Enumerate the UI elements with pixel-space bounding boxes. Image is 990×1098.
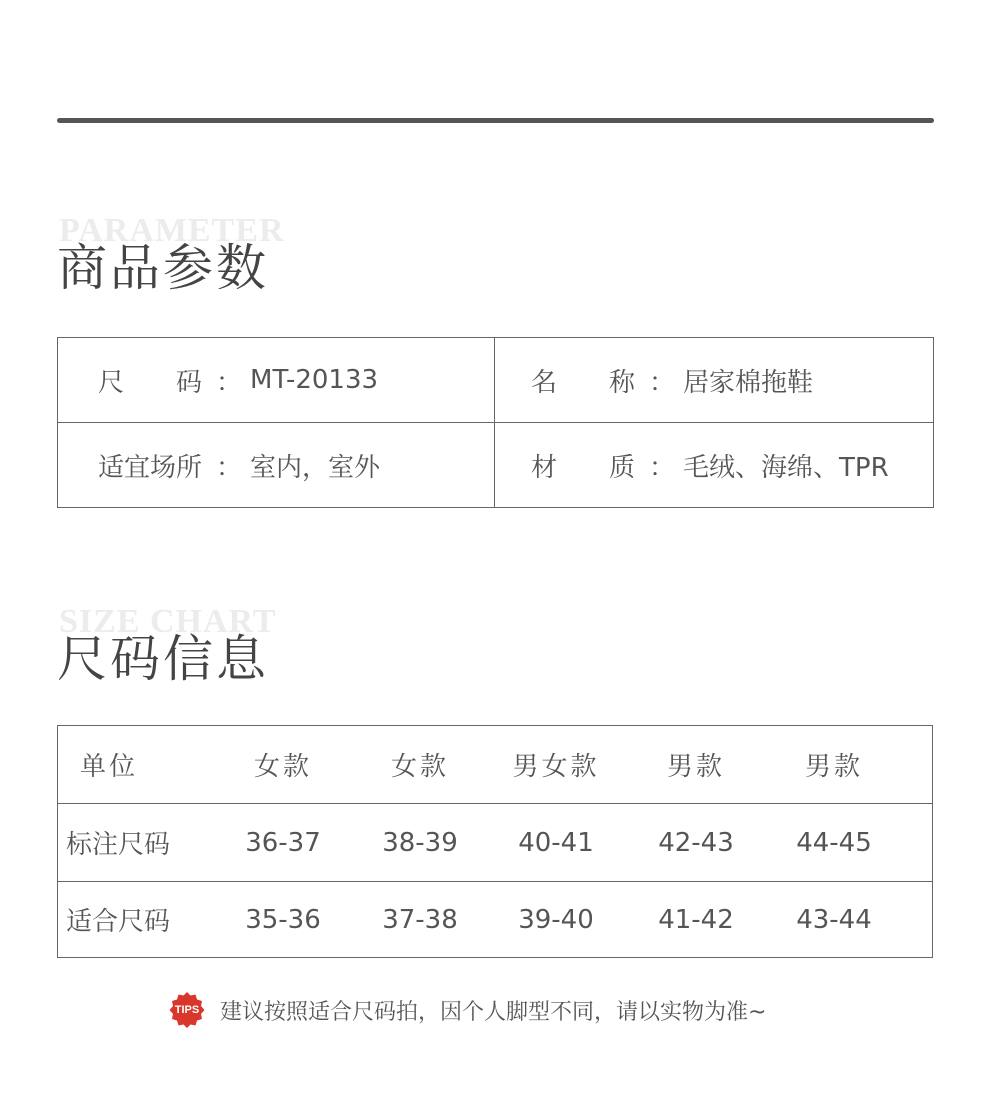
size-cell: 44-45 [796, 827, 872, 858]
size-cell: 40-41 [518, 827, 594, 858]
param-value-usage: 室内，室外 [250, 452, 381, 483]
param-colon: ： [216, 367, 243, 398]
size-header-cell: 女款 [253, 752, 312, 782]
param-colon: ： [649, 452, 676, 483]
size-table-header-row [58, 726, 932, 804]
size-header-cell: 男款 [804, 752, 863, 782]
size-header-cell: 女款 [390, 752, 449, 782]
tips-badge-label: TIPS [174, 1004, 200, 1016]
tips-note [168, 990, 766, 1030]
size-cell: 35-36 [245, 904, 321, 935]
size-cell: 37-38 [382, 904, 458, 935]
parameter-cell-usage [58, 423, 495, 507]
parameter-heading [57, 212, 457, 302]
size-cell: 41-42 [658, 904, 734, 935]
top-divider [57, 118, 934, 123]
parameter-row [58, 423, 933, 507]
size-header-cell: 男款 [666, 752, 725, 782]
param-label-material: 材 质 [531, 452, 636, 483]
size-header-cell: 单位 [80, 752, 139, 782]
size-header-cell: 男女款 [512, 752, 600, 782]
size-table-row [58, 881, 932, 958]
parameter-cell-name [496, 338, 933, 422]
size-row-label: 适合尺码 [66, 907, 171, 937]
size-cell: 39-40 [518, 904, 594, 935]
parameter-cell-size [58, 338, 495, 422]
size-cell: 43-44 [796, 904, 872, 935]
param-colon: ： [216, 452, 243, 483]
size-chart-heading-en: SIZE CHART [59, 603, 277, 640]
param-label-name: 名 称 [531, 367, 636, 398]
param-label-size: 尺 码 [98, 367, 203, 398]
tips-text: 建议按照适合尺码拍，因个人脚型不同，请以实物为准~ [220, 999, 767, 1025]
parameter-heading-en: PARAMETER [59, 212, 285, 249]
param-value-material: 毛绒、海绵、TPR [683, 452, 889, 483]
tips-badge-icon [168, 991, 206, 1029]
size-cell: 38-39 [382, 827, 458, 858]
param-colon: ： [649, 367, 676, 398]
param-value-name: 居家棉拖鞋 [683, 367, 814, 398]
size-chart-table [57, 725, 933, 958]
parameter-table [57, 337, 934, 508]
parameter-row [58, 338, 933, 423]
parameter-heading-zh: 商品参数 [57, 239, 269, 297]
size-cell: 42-43 [658, 827, 734, 858]
param-value-size: MT-20133 [250, 365, 379, 395]
size-cell: 36-37 [245, 827, 321, 858]
parameter-cell-material [496, 423, 933, 507]
size-chart-heading-zh: 尺码信息 [57, 630, 269, 688]
param-label-usage: 适宜场所 [98, 452, 203, 483]
size-chart-heading [57, 603, 457, 693]
size-table-row [58, 804, 932, 882]
size-row-label: 标注尺码 [66, 830, 171, 860]
